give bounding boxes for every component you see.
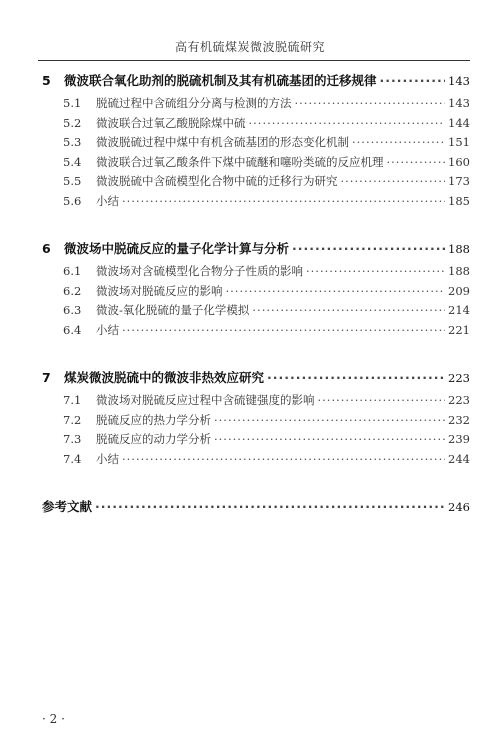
section-number: 5.3 <box>63 135 82 149</box>
section-title: 微波场对脱硫反应的影响 <box>96 283 223 298</box>
section-page: 144 <box>448 115 470 130</box>
section-entry-5-5[interactable] <box>38 172 470 192</box>
section-number: 7.3 <box>63 432 82 446</box>
section-number: 5.6 <box>63 193 82 208</box>
section-number: 5.5 <box>63 174 82 188</box>
dot-leader <box>226 282 446 302</box>
chapter-number: 5 <box>42 73 51 88</box>
section-title: 微波联合过氧乙酸脱除煤中硫 <box>96 115 246 130</box>
chapter-number: 6 <box>42 241 51 256</box>
section-page: 239 <box>448 432 470 446</box>
section-number: 7.1 <box>63 393 82 407</box>
header-rule <box>38 60 470 61</box>
section-number: 5.4 <box>63 154 82 169</box>
dot-leader <box>214 430 445 450</box>
section-entry-5-2[interactable] <box>38 114 470 134</box>
section-entry-7-4[interactable] <box>38 450 470 470</box>
chapter-spacer <box>38 469 470 494</box>
dot-leader <box>341 172 446 192</box>
section-title: 脱硫反应的热力学分析 <box>96 412 211 427</box>
section-page: 188 <box>448 264 470 278</box>
dot-leader <box>122 450 445 470</box>
section-number: 7.2 <box>63 412 82 427</box>
section-number: 6.4 <box>63 322 82 337</box>
dot-leader <box>214 411 445 431</box>
dot-leader <box>292 236 445 262</box>
section-title: 微波脱硫过程中煤中有机含硫基团的形态变化机制 <box>96 135 349 149</box>
section-number: 7.4 <box>63 451 82 466</box>
chapter-title: 煤炭微波脱硫中的微波非热效应研究 <box>64 370 265 385</box>
chapter-6-entry[interactable] <box>38 236 470 262</box>
chapter-number: 7 <box>42 370 51 385</box>
section-page: 232 <box>448 412 470 427</box>
section-entry-5-3[interactable] <box>38 133 470 153</box>
section-title: 脱硫过程中含硫组分分离与检测的方法 <box>96 96 292 110</box>
section-entry-5-4[interactable] <box>38 153 470 173</box>
chapter-spacer <box>38 211 470 236</box>
section-entry-5-1[interactable] <box>38 94 470 114</box>
chapter-title: 微波场中脱硫反应的量子化学计算与分析 <box>64 241 290 256</box>
dot-leader <box>95 494 445 520</box>
page-folio: · 2 · <box>42 712 65 726</box>
dot-leader <box>352 133 445 153</box>
section-number: 5.1 <box>63 96 82 110</box>
dot-leader <box>122 192 445 212</box>
chapter-page: 223 <box>448 371 470 385</box>
section-number: 6.3 <box>63 303 82 317</box>
section-page: 214 <box>448 303 470 317</box>
section-entry-6-3[interactable] <box>38 301 470 321</box>
dot-leader <box>306 262 445 282</box>
section-entry-7-3[interactable] <box>38 430 470 450</box>
section-page: 185 <box>448 193 470 208</box>
section-title: 小结 <box>96 451 119 466</box>
dot-leader <box>387 153 446 173</box>
section-page: 221 <box>448 322 470 337</box>
section-page: 209 <box>448 283 470 298</box>
section-title: 微波联合过氧乙酸条件下煤中硫醚和噻吩类硫的反应机理 <box>96 154 384 169</box>
section-title: 小结 <box>96 322 119 337</box>
section-title: 微波场对含硫模型化合物分子性质的影响 <box>96 264 303 278</box>
section-title: 微波脱硫中含硫模型化合物中硫的迁移行为研究 <box>96 174 338 188</box>
chapter-title: 微波联合氧化助剂的脱硫机制及其有机硫基团的迁移规律 <box>64 73 377 88</box>
section-entry-7-2[interactable] <box>38 411 470 431</box>
section-number: 6.1 <box>63 264 82 278</box>
section-page: 173 <box>448 174 470 188</box>
section-page: 151 <box>448 135 470 149</box>
section-title: 小结 <box>96 193 119 208</box>
section-entry-6-2[interactable] <box>38 282 470 302</box>
section-title: 微波-氧化脱硫的量子化学模拟 <box>96 303 250 317</box>
dot-leader <box>122 321 445 341</box>
dot-leader <box>252 301 445 321</box>
dot-leader <box>267 365 445 391</box>
section-page: 160 <box>448 154 470 169</box>
section-title: 脱硫反应的动力学分析 <box>96 432 211 446</box>
dot-leader <box>249 114 446 134</box>
section-page: 143 <box>448 96 470 110</box>
section-page: 244 <box>448 451 470 466</box>
chapter-7-entry[interactable] <box>38 365 470 391</box>
dot-leader <box>380 68 446 94</box>
dot-leader <box>318 391 446 411</box>
table-of-contents <box>38 68 470 520</box>
section-page: 223 <box>448 393 470 407</box>
section-number: 6.2 <box>63 283 82 298</box>
section-entry-5-6[interactable] <box>38 192 470 212</box>
section-entry-6-1[interactable] <box>38 262 470 282</box>
running-head: 高有机硫煤炭微波脱硫研究 <box>174 40 325 54</box>
section-title: 微波场对脱硫反应过程中含硫键强度的影响 <box>96 393 315 407</box>
chapter-5-entry[interactable] <box>38 68 470 94</box>
references-title: 参考文献 <box>42 499 93 514</box>
section-entry-6-4[interactable] <box>38 321 470 341</box>
references-entry[interactable] <box>38 494 470 520</box>
chapter-page: 188 <box>448 242 470 256</box>
references-page: 246 <box>448 500 470 514</box>
section-number: 5.2 <box>63 115 82 130</box>
dot-leader <box>295 94 446 114</box>
section-entry-7-1[interactable] <box>38 391 470 411</box>
chapter-page: 143 <box>448 74 470 88</box>
chapter-spacer <box>38 340 470 365</box>
